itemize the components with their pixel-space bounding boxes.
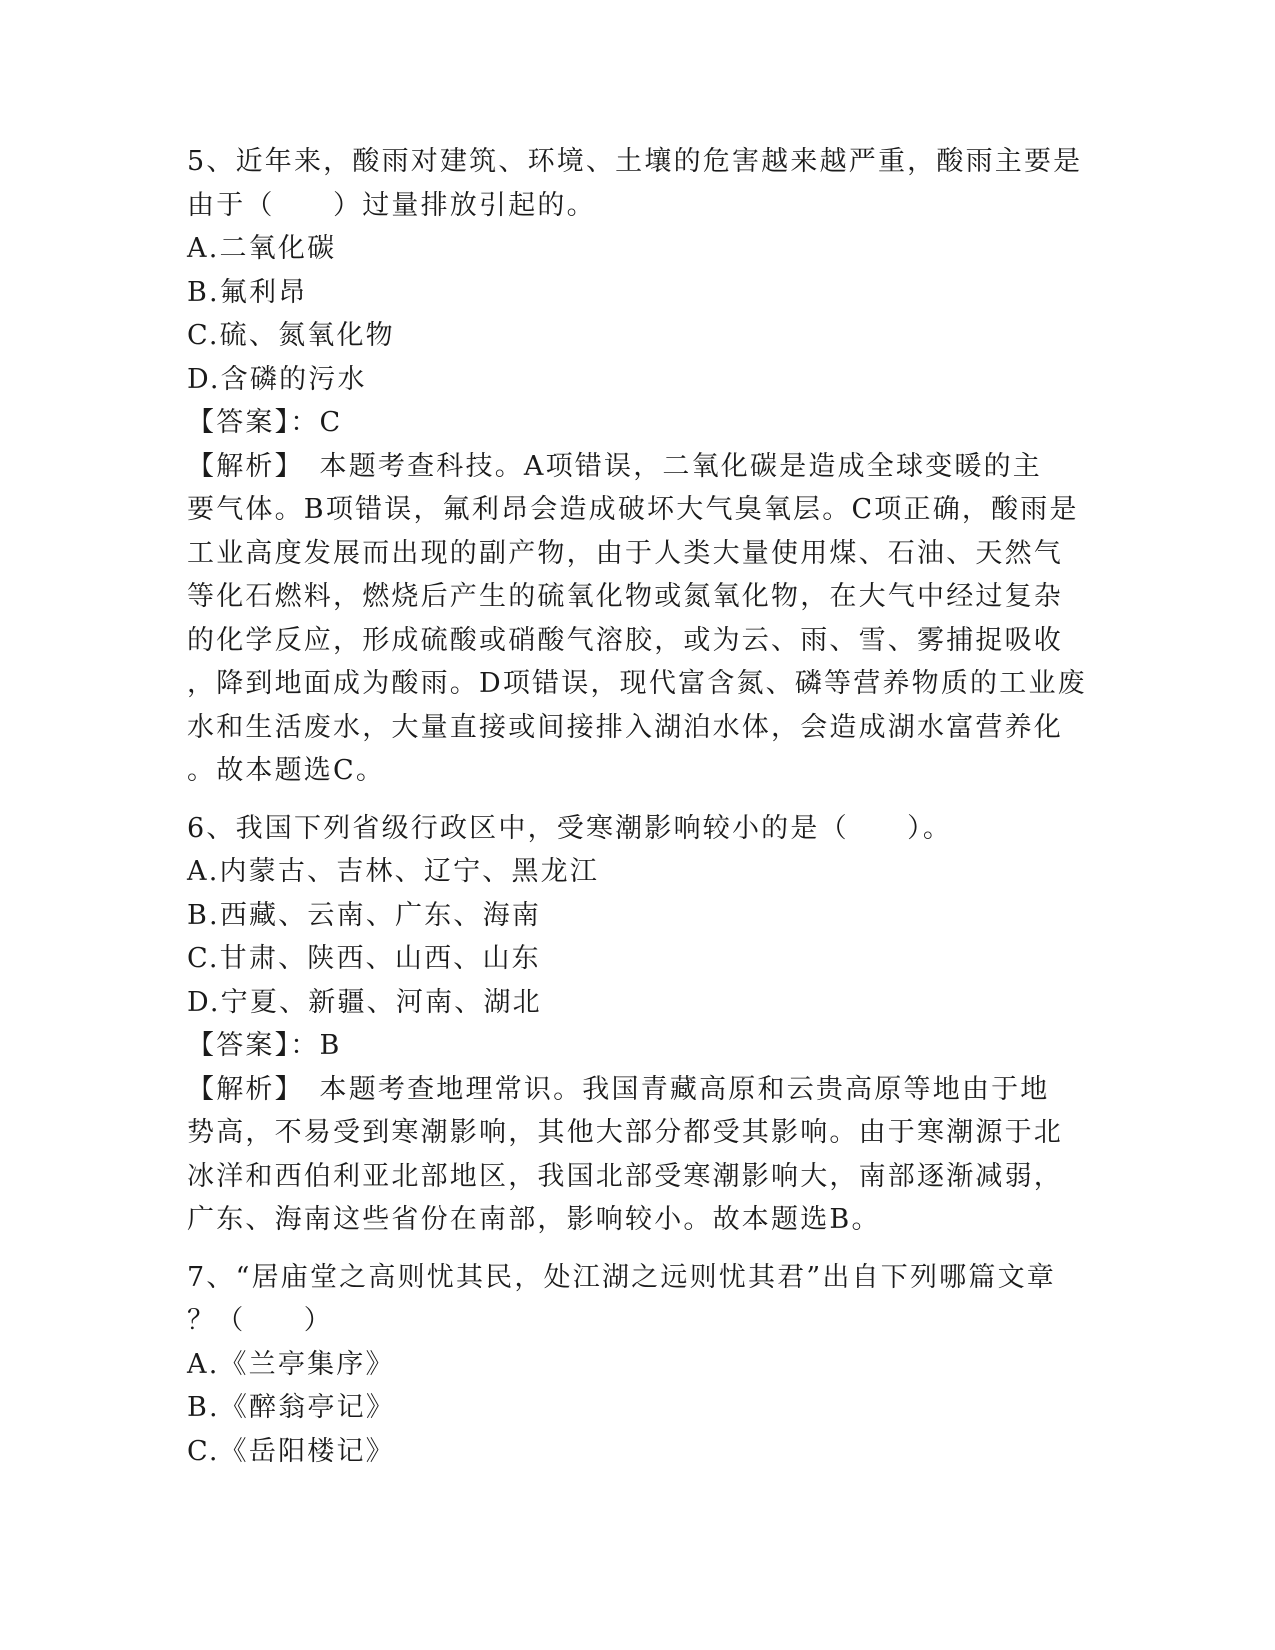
- analysis-line: 的化学反应，形成硫酸或硝酸气溶胶，或为云、雨、雪、雾捕捉吸收: [187, 624, 1063, 656]
- question-spacer: [187, 1242, 1087, 1256]
- question-6: [187, 807, 1087, 1242]
- analysis-line: 要气体。B项错误，氟利昂会造成破坏大气臭氧层。C项正确，酸雨是: [187, 494, 1079, 525]
- question-spacer: [187, 793, 1087, 807]
- option-b: B.《醉翁亭记》: [187, 1392, 396, 1423]
- answer-line: 【答案】：B: [187, 1030, 342, 1061]
- option-d: D.宁夏、新疆、河南、湖北: [187, 986, 542, 1018]
- option-b: B.西藏、云南、广东、海南: [187, 899, 542, 931]
- analysis-line: 【解析】 本题考查地理常识。我国青藏高原和云贵高原等地由于地: [187, 1073, 1050, 1105]
- option-b: B.氟利昂: [187, 276, 308, 308]
- option-a: A.《兰亭集序》: [187, 1348, 395, 1380]
- question-stem: 7、“居庙堂之高则忧其民，处江湖之远则忧其君”出自下列哪篇文章: [187, 1261, 1056, 1293]
- option-c: C.《岳阳楼记》: [187, 1435, 395, 1467]
- answer-line: 【答案】：C: [187, 407, 343, 438]
- document-page: [187, 140, 1087, 1473]
- option-c: C.硫、氮氧化物: [187, 320, 395, 351]
- question-stem: 5、近年来，酸雨对建筑、环境、土壤的危害越来越严重，酸雨主要是: [187, 146, 1083, 177]
- analysis-line: 水和生活废水，大量直接或间接排入湖泊水体，会造成湖水富营养化: [187, 711, 1063, 743]
- analysis-line: 工业高度发展而出现的副产物，由于人类大量使用煤、石油、天然气: [187, 537, 1063, 569]
- option-c: C.甘肃、陕西、山西、山东: [187, 943, 541, 974]
- analysis-line: 广东、海南这些省份在南部，影响较小。故本题选B。: [187, 1204, 881, 1235]
- option-d: D.含磷的污水: [187, 363, 367, 395]
- analysis-line: 。故本题选C。: [187, 755, 386, 786]
- analysis-line: 【解析】 本题考查科技。A项错误，二氧化碳是造成全球变暖的主: [187, 450, 1042, 482]
- question-stem: ？（ ）: [187, 1305, 333, 1336]
- question-stem: 6、我国下列省级行政区中，受寒潮影响较小的是（ ）。: [187, 812, 953, 844]
- option-a: A.内蒙古、吉林、辽宁、黑龙江: [187, 856, 600, 887]
- analysis-line: 势高，不易受到寒潮影响，其他大部分都受其影响。由于寒潮源于北: [187, 1117, 1063, 1148]
- question-5: [187, 140, 1087, 793]
- analysis-line: 冰洋和西伯利亚北部地区，我国北部受寒潮影响大，南部逐渐减弱，: [187, 1160, 1063, 1192]
- question-7: [187, 1256, 1087, 1474]
- analysis-line: ，降到地面成为酸雨。D项错误，现代富含氮、磷等营养物质的工业废: [187, 668, 1087, 699]
- option-a: A.二氧化碳: [187, 233, 337, 264]
- question-stem: 由于（ ）过量排放引起的。: [187, 189, 596, 221]
- analysis-line: 等化石燃料，燃烧后产生的硫氧化物或氮氧化物，在大气中经过复杂: [187, 581, 1063, 612]
